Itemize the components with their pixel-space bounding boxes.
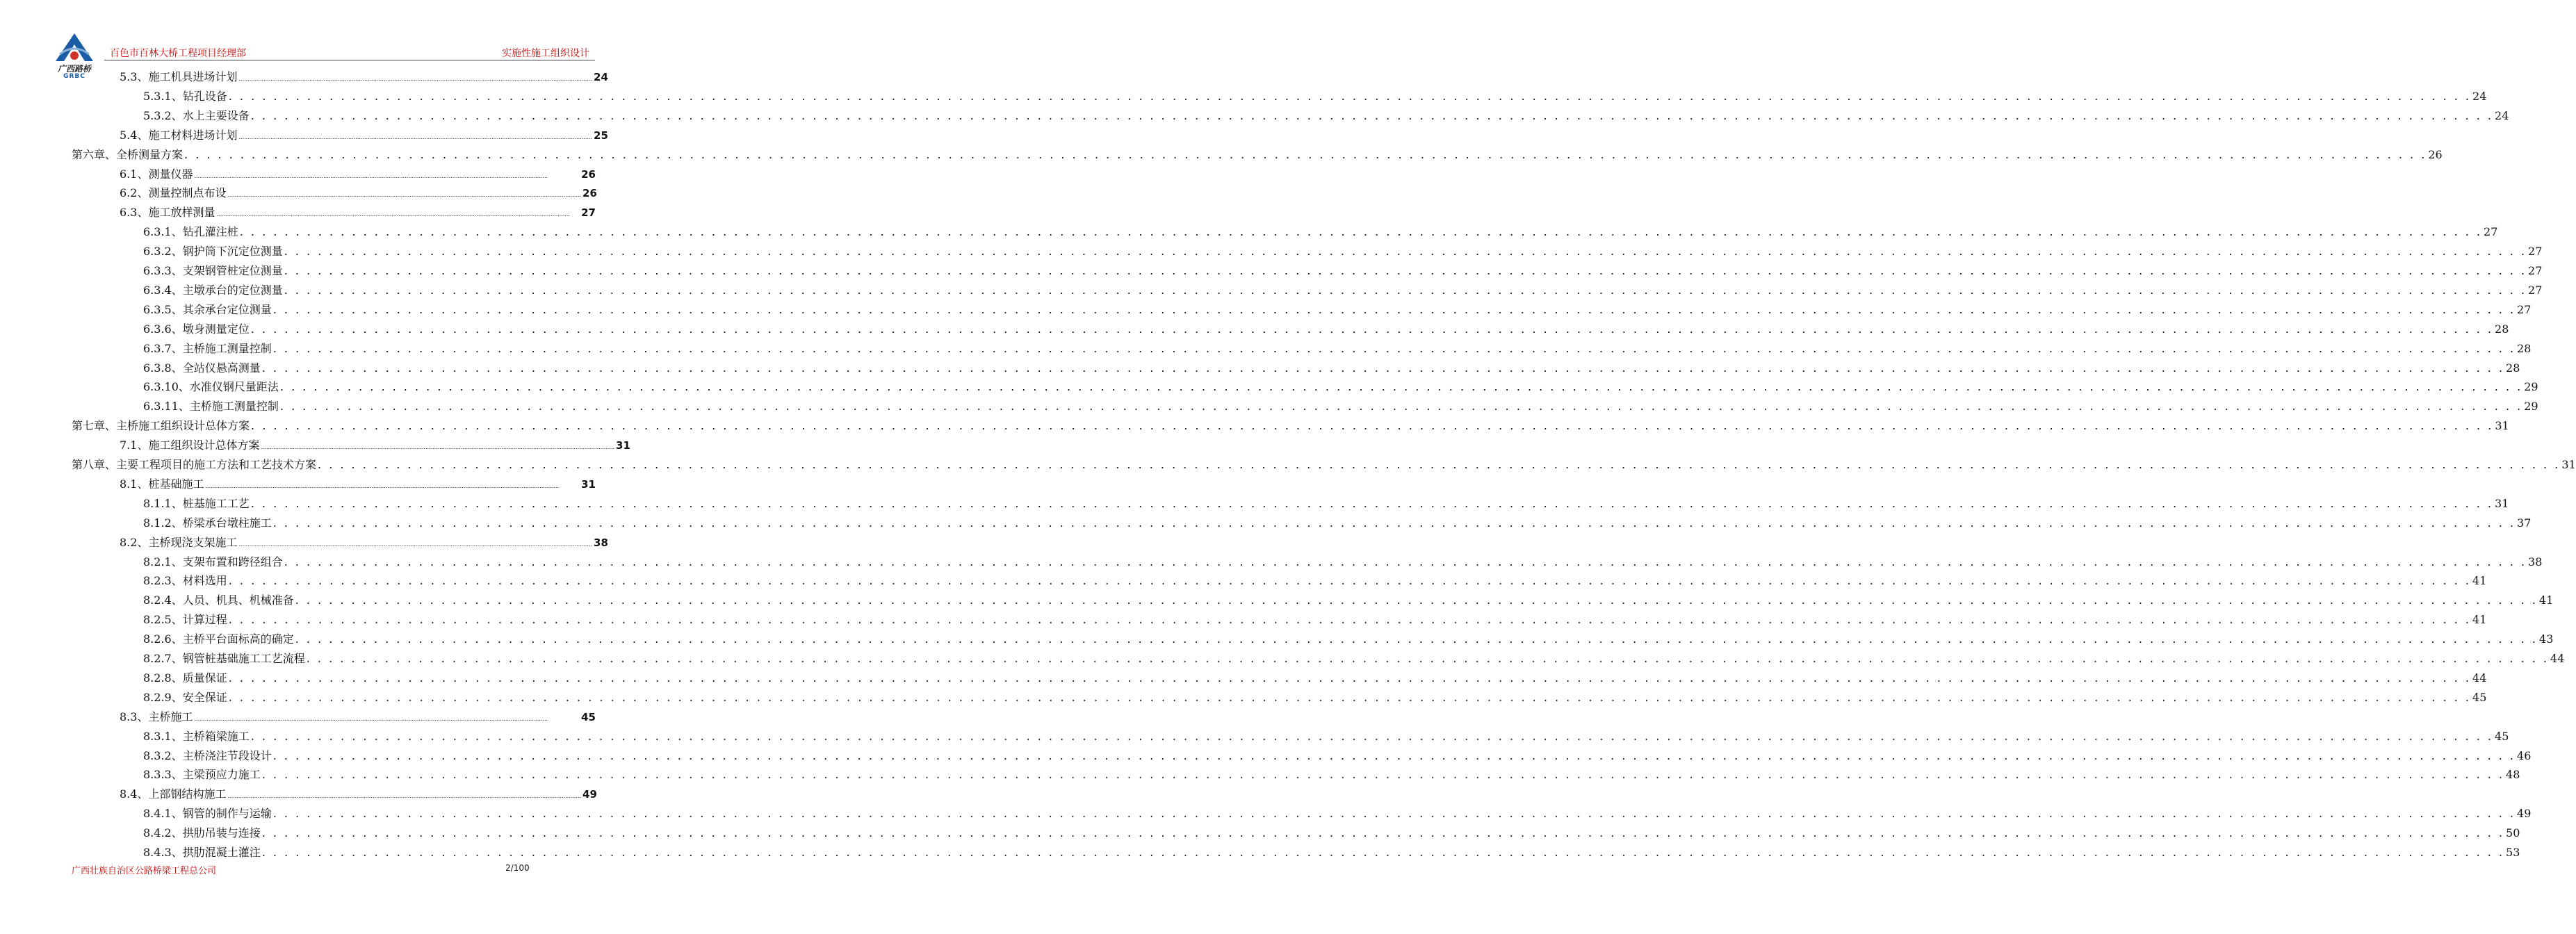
toc-dot-leader: . . . . . . . . . . . . . . . . . . . . . . . . . . . . . . . . . . . . . . . . . . . . . . . . . . . . . . . . . . . . . . . . . . . . . . . . . . . . . . . . . . . . . . . . . . . . . . . . . . . . . . . . . . . . . . . . . . . . . . . . . . . . . . . . . . . . . . . . . . . . . . . . . . . . . . . . . . . . . . . . . . . . . . . . . . . . . . . . . . . . . . . . . . . . . . . . . . . . . . . . bbox=[272, 748, 2516, 762]
toc-page-number: 28 bbox=[2495, 322, 2509, 336]
toc-page-number: 50 bbox=[2506, 826, 2520, 840]
toc-page-number: 49 bbox=[582, 788, 597, 801]
toc-entry[interactable] bbox=[143, 259, 2543, 278]
toc-entry[interactable] bbox=[120, 163, 596, 181]
toc-dot-leader: . . . . . . . . . . . . . . . . . . . . . . . . . . . . . . . . . . . . . . . . . . . . . . . . . . . . . . . . . . . . . . . . . . . . . . . . . . . . . . . . . . . . . . . . . . . . . . . . . . . . . . . . . . . . . . . . . . . . . . . . . . . . . . . . . . . . . . . . . . . . . . . . . . . . . . . . . . . . . . . . . . . . . . . . . . . . . . . . . . . . . . . . . . . . . . . . . . . . . . . . bbox=[261, 846, 2505, 859]
toc-dot-leader: . . . . . . . . . . . . . . . . . . . . . . . . . . . . . . . . . . . . . . . . . . . . . . . . . . . . . . . . . . . . . . . . . . . . . . . . . . . . . . . . . . . . . . . . . . . . . . . . . . . . . . . . . . . . . . . . . . . . . . . . . . . . . . . . . . . . . . . . . . . . . . . . . . . . . . . . . . . . . . . . . . . . . . . . . . . . . . . . . . . . . . . . . . . . . . . . . . . . . . . . bbox=[295, 632, 2538, 646]
toc-page-number: 28 bbox=[2517, 341, 2532, 355]
toc-dot-leader: ........................................................................................................................................................................................................ bbox=[238, 133, 593, 140]
toc-page-number: 31 bbox=[2495, 419, 2509, 433]
logo-english-text: GRBC bbox=[63, 73, 85, 80]
toc-dot-leader: . . . . . . . . . . . . . . . . . . . . . . . . . . . . . . . . . . . . . . . . . . . . . . . . . . . . . . . . . . . . . . . . . . . . . . . . . . . . . . . . . . . . . . . . . . . . . . . . . . . . . . . . . . . . . . . . . . . . . . . . . . . . . . . . . . . . . . . . . . . . . . . . . . . . . . . . . . . . . . . . . . . . . . . . . . . . . . . . . . . . . . . . . . . . . . . . . . . . . . . . bbox=[279, 380, 2523, 394]
toc-dot-leader: ........................................................................................................................................................................................................ bbox=[238, 76, 593, 82]
toc-entry-title: 8.3.3、主梁预应力施工 bbox=[143, 768, 261, 782]
toc-page-number: 45 bbox=[2472, 690, 2487, 704]
toc-entry[interactable] bbox=[120, 434, 630, 452]
toc-page-number: 26 bbox=[582, 187, 597, 200]
header-project-title: 百色市百林大桥工程项目经理部 bbox=[110, 48, 246, 59]
toc-entry[interactable] bbox=[120, 201, 596, 220]
toc-entry-title: 6.3、施工放样测量 bbox=[120, 206, 215, 220]
toc-page-number: 27 bbox=[2528, 283, 2543, 297]
toc-entry[interactable] bbox=[143, 220, 2498, 239]
toc-dot-leader: . . . . . . . . . . . . . . . . . . . . . . . . . . . . . . . . . . . . . . . . . . . . . . . . . . . . . . . . . . . . . . . . . . . . . . . . . . . . . . . . . . . . . . . . . . . . . . . . . . . . . . . . . . . . . . . . . . . . . . . . . . . . . . . . . . . . . . . . . . . . . . . . . . . . . . . . . . . . . . . . . . . . . . . . . . . . . . . . . . . . . . . . . . . . . . . . . . . . . . . . bbox=[184, 147, 2427, 161]
toc-entry-title: 8.2.3、材料选用 bbox=[143, 574, 227, 588]
toc-entry[interactable] bbox=[143, 686, 2487, 705]
toc-page-number: 27 bbox=[2528, 264, 2543, 277]
toc-entry[interactable] bbox=[72, 143, 2443, 162]
toc-entry-title: 6.3.7、主桥施工测量控制 bbox=[143, 341, 272, 355]
toc-entry-title: 6.3.4、主墩承台的定位测量 bbox=[143, 283, 283, 297]
toc-entry[interactable] bbox=[143, 279, 2543, 297]
toc-dot-leader: . . . . . . . . . . . . . . . . . . . . . . . . . . . . . . . . . . . . . . . . . . . . . . . . . . . . . . . . . . . . . . . . . . . . . . . . . . . . . . . . . . . . . . . . . . . . . . . . . . . . . . . . . . . . . . . . . . . . . . . . . . . . . . . . . . . . . . . . . . . . . . . . . . . . . . . . . . . . . . . . . . . . . . . . . . . . . . . . . . . . . . . . . . . . . . . . . . . . . . . . bbox=[228, 671, 2472, 685]
toc-entry-title: 6.3.6、墩身测量定位 bbox=[143, 322, 250, 336]
toc-entry[interactable] bbox=[120, 705, 596, 724]
toc-entry-title: 8.2、主桥现浇支架施工 bbox=[120, 535, 238, 549]
toc-page-number: 38 bbox=[594, 536, 608, 549]
toc-entry[interactable] bbox=[143, 240, 2543, 259]
toc-dot-leader: . . . . . . . . . . . . . . . . . . . . . . . . . . . . . . . . . . . . . . . . . . . . . . . . . . . . . . . . . . . . . . . . . . . . . . . . . . . . . . . . . . . . . . . . . . . . . . . . . . . . . . . . . . . . . . . . . . . . . . . . . . . . . . . . . . . . . . . . . . . . . . . . . . . . . . . . . . . . . . . . . . . . . . . . . . . . . . . . . . . . . . . . . . . . . . . . . . . . . . . . bbox=[279, 400, 2523, 413]
toc-entry-title: 7.1、施工组织设计总体方案 bbox=[120, 439, 260, 452]
toc-dot-leader: . . . . . . . . . . . . . . . . . . . . . . . . . . . . . . . . . . . . . . . . . . . . . . . . . . . . . . . . . . . . . . . . . . . . . . . . . . . . . . . . . . . . . . . . . . . . . . . . . . . . . . . . . . . . . . . . . . . . . . . . . . . . . . . . . . . . . . . . . . . . . . . . . . . . . . . . . . . . . . . . . . . . . . . . . . . . . . . . . . . . . . . . . . . . . . . . . . . . . . . . bbox=[272, 302, 2516, 316]
toc-page-number: 27 bbox=[2484, 225, 2498, 239]
toc-entry[interactable] bbox=[72, 414, 2509, 433]
toc-dot-leader: . . . . . . . . . . . . . . . . . . . . . . . . . . . . . . . . . . . . . . . . . . . . . . . . . . . . . . . . . . . . . . . . . . . . . . . . . . . . . . . . . . . . . . . . . . . . . . . . . . . . . . . . . . . . . . . . . . . . . . . . . . . . . . . . . . . . . . . . . . . . . . . . . . . . . . . . . . . . . . . . . . . . . . . . . . . . . . . . . . . . . . . . . . . . . . . . . . . . . . . . bbox=[250, 322, 2494, 336]
toc-dot-leader: ........................................................................................................................................................................................................ bbox=[227, 192, 582, 199]
toc-entry[interactable] bbox=[143, 337, 2532, 356]
toc-dot-leader: ........................................................................................................................................................................................................ bbox=[238, 541, 593, 548]
toc-dot-leader: . . . . . . . . . . . . . . . . . . . . . . . . . . . . . . . . . . . . . . . . . . . . . . . . . . . . . . . . . . . . . . . . . . . . . . . . . . . . . . . . . . . . . . . . . . . . . . . . . . . . . . . . . . . . . . . . . . . . . . . . . . . . . . . . . . . . . . . . . . . . . . . . . . . . . . . . . . . . . . . . . . . . . . . . . . . . . . . . . . . . . . . . . . . . . . . . . . . . . . . . bbox=[306, 652, 2550, 665]
toc-entry[interactable] bbox=[143, 841, 2520, 860]
header-document-title: 实施性施工组织设计 bbox=[502, 48, 589, 59]
toc-entry[interactable] bbox=[120, 473, 596, 491]
toc-entry[interactable] bbox=[143, 821, 2520, 840]
toc-page-number: 38 bbox=[2528, 555, 2543, 568]
toc-entry[interactable] bbox=[143, 589, 2554, 607]
toc-entry[interactable] bbox=[120, 783, 596, 801]
toc-entry-title: 6.3.3、支架钢管桩定位测量 bbox=[143, 264, 283, 277]
toc-entry[interactable] bbox=[120, 181, 596, 200]
toc-dot-leader: ........................................................................................................................................................................................................ bbox=[261, 444, 615, 451]
grbc-logo-icon bbox=[50, 31, 99, 63]
toc-page-number: 49 bbox=[2517, 807, 2532, 821]
toc-dot-leader: . . . . . . . . . . . . . . . . . . . . . . . . . . . . . . . . . . . . . . . . . . . . . . . . . . . . . . . . . . . . . . . . . . . . . . . . . . . . . . . . . . . . . . . . . . . . . . . . . . . . . . . . . . . . . . . . . . . . . . . . . . . . . . . . . . . . . . . . . . . . . . . . . . . . . . . . . . . . . . . . . . . . . . . . . . . . . . . . . . . . . . . . . . . . . . . . . . . . . . . . bbox=[239, 225, 2483, 239]
toc-entry[interactable] bbox=[143, 744, 2532, 763]
toc-page-number: 27 bbox=[2528, 245, 2543, 259]
toc-dot-leader: . . . . . . . . . . . . . . . . . . . . . . . . . . . . . . . . . . . . . . . . . . . . . . . . . . . . . . . . . . . . . . . . . . . . . . . . . . . . . . . . . . . . . . . . . . . . . . . . . . . . . . . . . . . . . . . . . . . . . . . . . . . . . . . . . . . . . . . . . . . . . . . . . . . . . . . . . . . . . . . . . . . . . . . . . . . . . . . . . . . . . . . . . . . . . . . . . . . . . . . . bbox=[284, 555, 2527, 568]
toc-page-number: 41 bbox=[2472, 613, 2487, 627]
toc-dot-leader: . . . . . . . . . . . . . . . . . . . . . . . . . . . . . . . . . . . . . . . . . . . . . . . . . . . . . . . . . . . . . . . . . . . . . . . . . . . . . . . . . . . . . . . . . . . . . . . . . . . . . . . . . . . . . . . . . . . . . . . . . . . . . . . . . . . . . . . . . . . . . . . . . . . . . . . . . . . . . . . . . . . . . . . . . . . . . . . . . . . . . . . . . . . . . . . . . . . . . . . . bbox=[272, 341, 2516, 355]
toc-dot-leader: ........................................................................................................................................................................................................ bbox=[194, 715, 548, 722]
toc-entry-title: 第七章、主桥施工组织设计总体方案 bbox=[72, 419, 250, 433]
toc-entry-title: 8.4.2、拱肋吊装与连接 bbox=[143, 826, 261, 840]
toc-dot-leader: . . . . . . . . . . . . . . . . . . . . . . . . . . . . . . . . . . . . . . . . . . . . . . . . . . . . . . . . . . . . . . . . . . . . . . . . . . . . . . . . . . . . . . . . . . . . . . . . . . . . . . . . . . . . . . . . . . . . . . . . . . . . . . . . . . . . . . . . . . . . . . . . . . . . . . . . . . . . . . . . . . . . . . . . . . . . . . . . . . . . . . . . . . . . . . . . . . . . . . . . bbox=[295, 593, 2538, 607]
toc-dot-leader: . . . . . . . . . . . . . . . . . . . . . . . . . . . . . . . . . . . . . . . . . . . . . . . . . . . . . . . . . . . . . . . . . . . . . . . . . . . . . . . . . . . . . . . . . . . . . . . . . . . . . . . . . . . . . . . . . . . . . . . . . . . . . . . . . . . . . . . . . . . . . . . . . . . . . . . . . . . . . . . . . . . . . . . . . . . . . . . . . . . . . . . . . . . . . . . . . . . . . . . . bbox=[272, 516, 2516, 530]
toc-entry-title: 8.3、主桥施工 bbox=[120, 710, 193, 723]
toc-entry-title: 8.3.2、主桥浇注节段设计 bbox=[143, 748, 272, 762]
toc-entry[interactable] bbox=[143, 628, 2554, 646]
toc-entry[interactable] bbox=[143, 298, 2532, 317]
toc-page-number: 44 bbox=[2550, 652, 2565, 665]
toc-entry-title: 8.2.4、人员、机具、机械准备 bbox=[143, 593, 294, 607]
toc-entry[interactable] bbox=[143, 666, 2487, 685]
footer-page-number: 2/100 bbox=[505, 863, 530, 873]
toc-dot-leader: . . . . . . . . . . . . . . . . . . . . . . . . . . . . . . . . . . . . . . . . . . . . . . . . . . . . . . . . . . . . . . . . . . . . . . . . . . . . . . . . . . . . . . . . . . . . . . . . . . . . . . . . . . . . . . . . . . . . . . . . . . . . . . . . . . . . . . . . . . . . . . . . . . . . . . . . . . . . . . . . . . . . . . . . . . . . . . . . . . . . . . . . . . . . . . . . . . . . . . . . bbox=[318, 458, 2561, 471]
toc-entry[interactable] bbox=[143, 608, 2487, 627]
toc-entry-title: 6.1、测量仪器 bbox=[120, 167, 193, 181]
footer-company: 广西壮族自治区公路桥梁工程总公司 bbox=[72, 866, 217, 876]
toc-entry[interactable] bbox=[143, 492, 2509, 511]
toc-page-number: 41 bbox=[2472, 574, 2487, 588]
toc-page-number: 41 bbox=[2539, 593, 2554, 607]
toc-page-number: 31 bbox=[2495, 496, 2509, 510]
toc-page-number: 27 bbox=[2517, 302, 2532, 316]
toc-page-number: 26 bbox=[581, 167, 596, 181]
toc-entry[interactable] bbox=[143, 647, 2565, 666]
toc-dot-leader: . . . . . . . . . . . . . . . . . . . . . . . . . . . . . . . . . . . . . . . . . . . . . . . . . . . . . . . . . . . . . . . . . . . . . . . . . . . . . . . . . . . . . . . . . . . . . . . . . . . . . . . . . . . . . . . . . . . . . . . . . . . . . . . . . . . . . . . . . . . . . . . . . . . . . . . . . . . . . . . . . . . . . . . . . . . . . . . . . . . . . . . . . . . . . . . . . . . . . . . . bbox=[284, 283, 2527, 297]
toc-dot-leader: . . . . . . . . . . . . . . . . . . . . . . . . . . . . . . . . . . . . . . . . . . . . . . . . . . . . . . . . . . . . . . . . . . . . . . . . . . . . . . . . . . . . . . . . . . . . . . . . . . . . . . . . . . . . . . . . . . . . . . . . . . . . . . . . . . . . . . . . . . . . . . . . . . . . . . . . . . . . . . . . . . . . . . . . . . . . . . . . . . . . . . . . . . . . . . . . . . . . . . . . bbox=[250, 108, 2494, 122]
toc-page-number: 28 bbox=[2506, 361, 2520, 375]
logo-chinese-text: 广西路桥 bbox=[57, 64, 91, 74]
toc-dot-leader: . . . . . . . . . . . . . . . . . . . . . . . . . . . . . . . . . . . . . . . . . . . . . . . . . . . . . . . . . . . . . . . . . . . . . . . . . . . . . . . . . . . . . . . . . . . . . . . . . . . . . . . . . . . . . . . . . . . . . . . . . . . . . . . . . . . . . . . . . . . . . . . . . . . . . . . . . . . . . . . . . . . . . . . . . . . . . . . . . . . . . . . . . . . . . . . . . . . . . . . . bbox=[228, 89, 2472, 103]
toc-dot-leader: . . . . . . . . . . . . . . . . . . . . . . . . . . . . . . . . . . . . . . . . . . . . . . . . . . . . . . . . . . . . . . . . . . . . . . . . . . . . . . . . . . . . . . . . . . . . . . . . . . . . . . . . . . . . . . . . . . . . . . . . . . . . . . . . . . . . . . . . . . . . . . . . . . . . . . . . . . . . . . . . . . . . . . . . . . . . . . . . . . . . . . . . . . . . . . . . . . . . . . . . bbox=[272, 807, 2516, 821]
toc-page-number: 24 bbox=[2472, 89, 2487, 103]
toc-page-number: 31 bbox=[581, 477, 596, 491]
toc-page-number: 48 bbox=[2506, 768, 2520, 782]
toc-entry-title: 8.1.1、桩基施工工艺 bbox=[143, 496, 250, 510]
toc-entry-title: 6.3.5、其余承台定位测量 bbox=[143, 302, 272, 316]
toc-page-number: 24 bbox=[2495, 108, 2509, 122]
toc-dot-leader: ........................................................................................................................................................................................................ bbox=[205, 482, 560, 489]
toc-entry-title: 8.2.9、安全保证 bbox=[143, 690, 227, 704]
toc-dot-leader: ........................................................................................................................................................................................................ bbox=[227, 793, 582, 800]
toc-page-number: 37 bbox=[2517, 516, 2532, 530]
toc-entry-title: 8.4、上部钢结构施工 bbox=[120, 787, 227, 801]
toc-entry-title: 8.2.6、主桥平台面标高的确定 bbox=[143, 632, 294, 646]
toc-entry-title: 6.2、测量控制点布设 bbox=[120, 186, 227, 200]
toc-page-number: 27 bbox=[581, 206, 596, 220]
toc-page-number: 25 bbox=[594, 129, 608, 142]
toc-entry-title: 8.2.7、钢管桩基础施工工艺流程 bbox=[143, 652, 305, 665]
toc-page-number: 24 bbox=[594, 71, 608, 83]
toc-entry[interactable] bbox=[143, 375, 2538, 394]
toc-dot-leader: ........................................................................................................................................................................................................ bbox=[216, 211, 571, 218]
toc-entry-title: 6.3.8、全站仪悬高测量 bbox=[143, 361, 261, 375]
toc-entry[interactable] bbox=[143, 357, 2520, 375]
toc-dot-leader: . . . . . . . . . . . . . . . . . . . . . . . . . . . . . . . . . . . . . . . . . . . . . . . . . . . . . . . . . . . . . . . . . . . . . . . . . . . . . . . . . . . . . . . . . . . . . . . . . . . . . . . . . . . . . . . . . . . . . . . . . . . . . . . . . . . . . . . . . . . . . . . . . . . . . . . . . . . . . . . . . . . . . . . . . . . . . . . . . . . . . . . . . . . . . . . . . . . . . . . . bbox=[250, 729, 2494, 743]
toc-entry[interactable] bbox=[143, 725, 2509, 744]
toc-entry[interactable] bbox=[143, 104, 2509, 123]
toc-entry[interactable] bbox=[120, 65, 608, 84]
toc-entry[interactable] bbox=[143, 569, 2487, 588]
toc-dot-leader: . . . . . . . . . . . . . . . . . . . . . . . . . . . . . . . . . . . . . . . . . . . . . . . . . . . . . . . . . . . . . . . . . . . . . . . . . . . . . . . . . . . . . . . . . . . . . . . . . . . . . . . . . . . . . . . . . . . . . . . . . . . . . . . . . . . . . . . . . . . . . . . . . . . . . . . . . . . . . . . . . . . . . . . . . . . . . . . . . . . . . . . . . . . . . . . . . . . . . . . . bbox=[228, 690, 2472, 704]
toc-page-number: 46 bbox=[2517, 748, 2532, 762]
toc-dot-leader: . . . . . . . . . . . . . . . . . . . . . . . . . . . . . . . . . . . . . . . . . . . . . . . . . . . . . . . . . . . . . . . . . . . . . . . . . . . . . . . . . . . . . . . . . . . . . . . . . . . . . . . . . . . . . . . . . . . . . . . . . . . . . . . . . . . . . . . . . . . . . . . . . . . . . . . . . . . . . . . . . . . . . . . . . . . . . . . . . . . . . . . . . . . . . . . . . . . . . . . . bbox=[251, 419, 2494, 433]
toc-entry-title: 8.2.8、质量保证 bbox=[143, 671, 227, 685]
toc-entry-title: 5.3.1、钻孔设备 bbox=[143, 89, 227, 103]
toc-entry-title: 5.4、施工材料进场计划 bbox=[120, 128, 238, 142]
toc-entry[interactable] bbox=[120, 124, 608, 142]
toc-page-number: 31 bbox=[616, 439, 630, 452]
toc-page-number: 29 bbox=[2524, 380, 2538, 394]
toc-entry-title: 8.4.1、钢管的制作与运输 bbox=[143, 807, 272, 821]
toc-entry[interactable] bbox=[72, 453, 2576, 472]
toc-entry[interactable] bbox=[143, 802, 2532, 821]
toc-entry-title: 6.3.10、水准仪钢尺量距法 bbox=[143, 380, 279, 394]
toc-page-number: 29 bbox=[2524, 400, 2538, 413]
company-logo bbox=[50, 31, 99, 86]
toc-dot-leader: . . . . . . . . . . . . . . . . . . . . . . . . . . . . . . . . . . . . . . . . . . . . . . . . . . . . . . . . . . . . . . . . . . . . . . . . . . . . . . . . . . . . . . . . . . . . . . . . . . . . . . . . . . . . . . . . . . . . . . . . . . . . . . . . . . . . . . . . . . . . . . . . . . . . . . . . . . . . . . . . . . . . . . . . . . . . . . . . . . . . . . . . . . . . . . . . . . . . . . . . bbox=[284, 245, 2527, 259]
toc-entry-title: 6.3.1、钻孔灌注桩 bbox=[143, 225, 238, 239]
toc-entry-title: 第六章、全桥测量方案 bbox=[72, 147, 184, 161]
toc-dot-leader: . . . . . . . . . . . . . . . . . . . . . . . . . . . . . . . . . . . . . . . . . . . . . . . . . . . . . . . . . . . . . . . . . . . . . . . . . . . . . . . . . . . . . . . . . . . . . . . . . . . . . . . . . . . . . . . . . . . . . . . . . . . . . . . . . . . . . . . . . . . . . . . . . . . . . . . . . . . . . . . . . . . . . . . . . . . . . . . . . . . . . . . . . . . . . . . . . . . . . . . . bbox=[228, 574, 2472, 588]
toc-entry-title: 6.3.11、主桥施工测量控制 bbox=[143, 400, 279, 413]
toc-dot-leader: . . . . . . . . . . . . . . . . . . . . . . . . . . . . . . . . . . . . . . . . . . . . . . . . . . . . . . . . . . . . . . . . . . . . . . . . . . . . . . . . . . . . . . . . . . . . . . . . . . . . . . . . . . . . . . . . . . . . . . . . . . . . . . . . . . . . . . . . . . . . . . . . . . . . . . . . . . . . . . . . . . . . . . . . . . . . . . . . . . . . . . . . . . . . . . . . . . . . . . . . bbox=[261, 826, 2505, 840]
toc-entry[interactable] bbox=[143, 763, 2520, 782]
toc-entry-title: 8.2.1、支架布置和跨径组合 bbox=[143, 555, 283, 568]
toc-dot-leader: ........................................................................................................................................................................................................ bbox=[194, 172, 548, 179]
toc-dot-leader: . . . . . . . . . . . . . . . . . . . . . . . . . . . . . . . . . . . . . . . . . . . . . . . . . . . . . . . . . . . . . . . . . . . . . . . . . . . . . . . . . . . . . . . . . . . . . . . . . . . . . . . . . . . . . . . . . . . . . . . . . . . . . . . . . . . . . . . . . . . . . . . . . . . . . . . . . . . . . . . . . . . . . . . . . . . . . . . . . . . . . . . . . . . . . . . . . . . . . . . . bbox=[284, 264, 2527, 277]
toc-page-number: 45 bbox=[2495, 729, 2509, 743]
toc-page-number: 26 bbox=[2428, 147, 2443, 161]
toc-entry-title: 5.3、施工机具进场计划 bbox=[120, 70, 238, 83]
toc-page-number: 31 bbox=[2561, 458, 2576, 471]
toc-entry-title: 6.3.2、钢护筒下沉定位测量 bbox=[143, 245, 283, 259]
toc-entry-title: 8.1、桩基础施工 bbox=[120, 477, 204, 491]
toc-page-number: 53 bbox=[2506, 846, 2520, 859]
toc-entry[interactable] bbox=[143, 511, 2532, 530]
toc-dot-leader: . . . . . . . . . . . . . . . . . . . . . . . . . . . . . . . . . . . . . . . . . . . . . . . . . . . . . . . . . . . . . . . . . . . . . . . . . . . . . . . . . . . . . . . . . . . . . . . . . . . . . . . . . . . . . . . . . . . . . . . . . . . . . . . . . . . . . . . . . . . . . . . . . . . . . . . . . . . . . . . . . . . . . . . . . . . . . . . . . . . . . . . . . . . . . . . . . . . . . . . . bbox=[261, 361, 2505, 375]
toc-dot-leader: . . . . . . . . . . . . . . . . . . . . . . . . . . . . . . . . . . . . . . . . . . . . . . . . . . . . . . . . . . . . . . . . . . . . . . . . . . . . . . . . . . . . . . . . . . . . . . . . . . . . . . . . . . . . . . . . . . . . . . . . . . . . . . . . . . . . . . . . . . . . . . . . . . . . . . . . . . . . . . . . . . . . . . . . . . . . . . . . . . . . . . . . . . . . . . . . . . . . . . . . bbox=[228, 613, 2472, 627]
toc-page-number: 45 bbox=[581, 710, 596, 723]
toc-entry-title: 8.4.3、拱肋混凝土灌注 bbox=[143, 846, 261, 859]
toc-entry[interactable] bbox=[143, 85, 2487, 104]
toc-entry-title: 5.3.2、水上主要设备 bbox=[143, 108, 250, 122]
toc-entry-title: 第八章、主要工程项目的施工方法和工艺技术方案 bbox=[72, 458, 317, 471]
toc-entry[interactable] bbox=[143, 550, 2543, 569]
toc-page-number: 44 bbox=[2472, 671, 2487, 685]
toc-entry-title: 8.2.5、计算过程 bbox=[143, 613, 227, 627]
toc-entry-title: 8.1.2、桥梁承台墩柱施工 bbox=[143, 516, 272, 530]
toc-entry-title: 8.3.1、主桥箱梁施工 bbox=[143, 729, 250, 743]
toc-entry[interactable] bbox=[143, 395, 2538, 413]
toc-page-number: 43 bbox=[2539, 632, 2554, 646]
toc-entry[interactable] bbox=[143, 318, 2509, 336]
toc-dot-leader: . . . . . . . . . . . . . . . . . . . . . . . . . . . . . . . . . . . . . . . . . . . . . . . . . . . . . . . . . . . . . . . . . . . . . . . . . . . . . . . . . . . . . . . . . . . . . . . . . . . . . . . . . . . . . . . . . . . . . . . . . . . . . . . . . . . . . . . . . . . . . . . . . . . . . . . . . . . . . . . . . . . . . . . . . . . . . . . . . . . . . . . . . . . . . . . . . . . . . . . . bbox=[261, 768, 2505, 782]
toc-entry[interactable] bbox=[120, 531, 608, 550]
toc-dot-leader: . . . . . . . . . . . . . . . . . . . . . . . . . . . . . . . . . . . . . . . . . . . . . . . . . . . . . . . . . . . . . . . . . . . . . . . . . . . . . . . . . . . . . . . . . . . . . . . . . . . . . . . . . . . . . . . . . . . . . . . . . . . . . . . . . . . . . . . . . . . . . . . . . . . . . . . . . . . . . . . . . . . . . . . . . . . . . . . . . . . . . . . . . . . . . . . . . . . . . . . . bbox=[250, 496, 2494, 510]
